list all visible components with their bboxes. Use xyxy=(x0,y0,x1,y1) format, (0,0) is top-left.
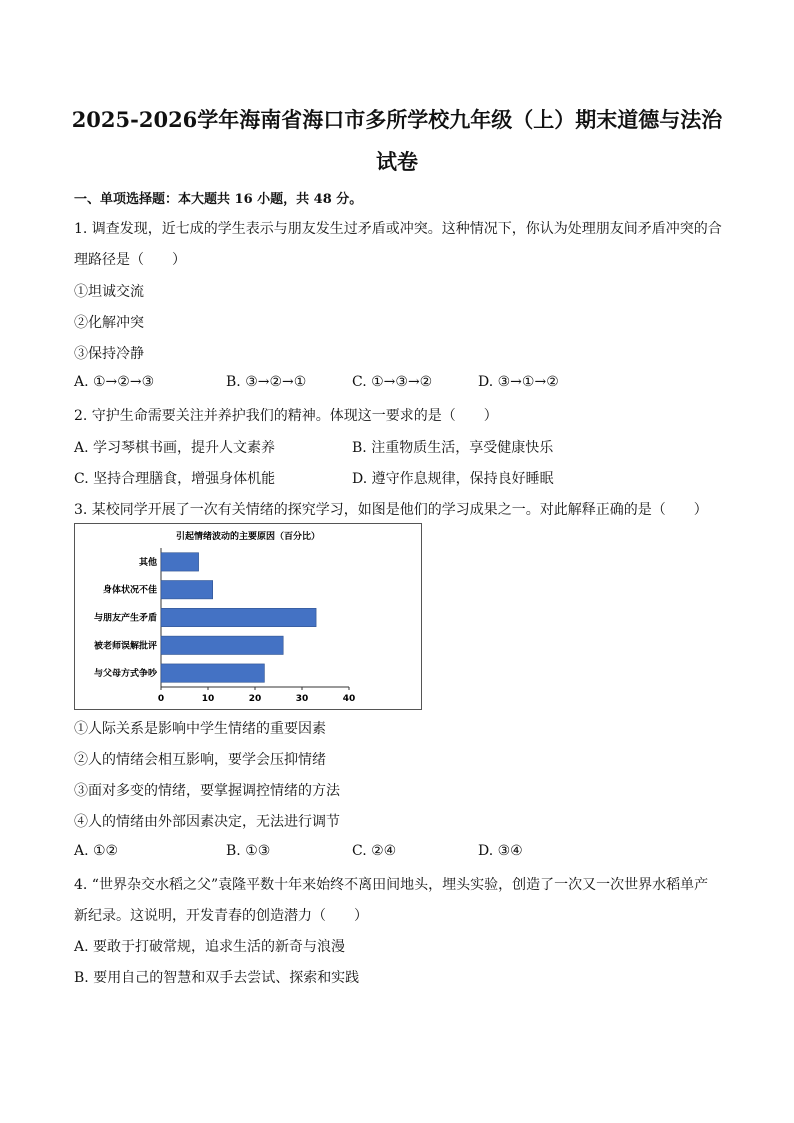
q1-option-a[interactable]: A. ①→②→③ xyxy=(74,374,155,390)
q4-stem-line1: 4. “世界杂交水稻之父”袁隆平数十年来始终不离田间地头，埋头实验，创造了一次又一次世界水稻单产 xyxy=(74,877,709,893)
q3-item: ②人的情绪会相互影响，要学会压抑情绪 xyxy=(74,752,326,768)
q1-option-b[interactable]: B. ③→②→① xyxy=(226,374,307,390)
q4-stem-line2: 新纪录。这说明，开发青春的创造潜力（ ） xyxy=(74,908,368,924)
q4-option-a[interactable]: A. 要敢于打破常规，追求生活的新奇与浪漫 xyxy=(74,939,346,955)
q1-stem-line1: 1. 调查发现，近七成的学生表示与朋友发生过矛盾或冲突。这种情况下，你认为处理朋友间矛盾冲突的合 xyxy=(74,221,722,237)
q2-option-a[interactable]: A. 学习琴棋书画，提升人文素养 xyxy=(74,440,276,456)
q2-option-b[interactable]: B. 注重物质生活，享受健康快乐 xyxy=(352,440,554,456)
q2-option-c[interactable]: C. 坚持合理膳食，增强身体机能 xyxy=(74,471,276,487)
exam-title-line2: 试卷 xyxy=(376,149,418,174)
chart-title: 引起情绪波动的主要原因（百分比） xyxy=(175,532,321,542)
q1-option-c[interactable]: C. ①→③→② xyxy=(352,374,433,390)
chart-bar xyxy=(161,664,264,682)
q1-item: ③保持冷静 xyxy=(74,346,144,362)
q3-item: ④人的情绪由外部因素决定，无法进行调节 xyxy=(74,814,340,830)
q3-option-a[interactable]: A. ①② xyxy=(74,843,119,859)
chart-bar xyxy=(161,581,213,599)
emotion-causes-chart xyxy=(74,523,422,710)
chart-bar xyxy=(161,553,199,571)
chart-category-label: 与朋友产生矛盾 xyxy=(93,613,157,624)
q3-option-b[interactable]: B. ①③ xyxy=(226,843,271,859)
q3-option-d[interactable]: D. ③④ xyxy=(478,843,523,859)
chart-category-label: 其他 xyxy=(138,557,157,568)
exam-title-line1: 2025-2026学年海南省海口市多所学校九年级（上）期末道德与法治 xyxy=(71,107,723,132)
q3-item: ③面对多变的情绪，要掌握调控情绪的方法 xyxy=(74,783,340,799)
section-heading: 一、单项选择题：本大题共 16 小题，共 48 分。 xyxy=(74,192,363,207)
q1-stem-line2: 理路径是（ ） xyxy=(74,252,186,268)
q2-option-d[interactable]: D. 遵守作息规律，保持良好睡眠 xyxy=(352,471,554,487)
q1-option-d[interactable]: D. ③→①→② xyxy=(478,374,559,390)
q3-item: ①人际关系是影响中学生情绪的重要因素 xyxy=(74,721,326,737)
chart-x-tick-label: 30 xyxy=(295,694,309,704)
chart-x-tick-label: 0 xyxy=(157,694,165,704)
q3-stem: 3. 某校同学开展了一次有关情绪的探究学习，如图是他们的学习成果之一。对此解释正确的是（ ） xyxy=(74,502,708,518)
chart-category-label: 身体状况不佳 xyxy=(102,585,157,596)
chart-category-label: 与父母方式争吵 xyxy=(93,669,157,680)
bar-chart-svg xyxy=(75,524,421,709)
chart-x-tick-label: 40 xyxy=(342,694,356,704)
q1-item: ①坦诚交流 xyxy=(74,284,144,300)
q3-option-c[interactable]: C. ②④ xyxy=(352,843,397,859)
chart-bar xyxy=(161,608,316,626)
chart-x-tick-label: 10 xyxy=(201,694,215,704)
q2-stem: 2. 守护生命需要关注并养护我们的精神。体现这一要求的是（ ） xyxy=(74,408,498,424)
chart-category-label: 被老师误解批评 xyxy=(93,641,157,652)
q4-option-b[interactable]: B. 要用自己的智慧和双手去尝试、探索和实践 xyxy=(74,970,360,986)
chart-bar xyxy=(161,636,283,654)
chart-x-tick-label: 20 xyxy=(248,694,262,704)
q1-item: ②化解冲突 xyxy=(74,315,144,331)
